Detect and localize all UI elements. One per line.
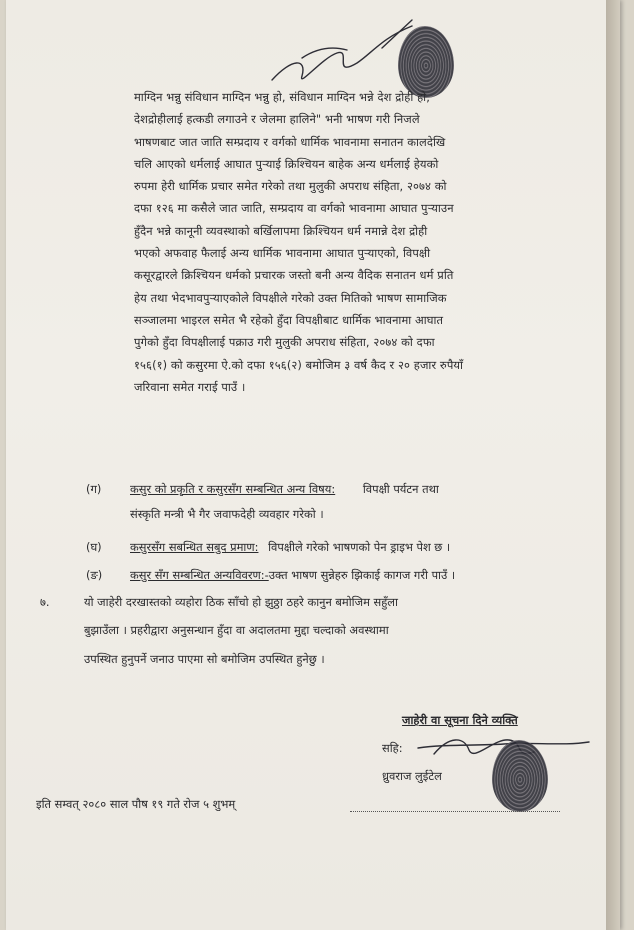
item-gha-line bbox=[130, 540, 450, 555]
paragraph-line: माग्दिन भन्नु संविधान माग्दिन भन्नु हो, संविधान माग्दिन भन्ने देश द्रोही हो, bbox=[134, 90, 430, 104]
item-nga-text: उक्त भाषण सुन्नेहरु झिकाई कागज गरी पाउँ । bbox=[268, 568, 456, 582]
item-nga-marker: (ङ) bbox=[86, 568, 103, 582]
item-ga-marker: (ग) bbox=[86, 482, 102, 496]
signature-label: सहि: bbox=[382, 741, 403, 755]
date-dotted-line bbox=[350, 811, 560, 812]
signature-heading: जाहेरी वा सूचना दिने व्यक्ति bbox=[402, 713, 518, 727]
paragraph-line: दफा १२६ मा कसैले जात जाति, सम्प्रदाय वा वर्गको भावनामा आघात पुऱ्याउन bbox=[134, 201, 454, 216]
paragraph-line: हेय तथा भेदभावपुऱ्याएकोले विपक्षीले गरेको उक्त मितिको भाषण सामाजिक bbox=[134, 290, 447, 305]
paragraph-line: देशद्रोहीलाई हत्कडी लगाउने र जेलमा हालिने" भनी भाषण गरी निजले bbox=[134, 112, 420, 127]
item-nga-heading: कसुर सँग सम्बन्धित अन्यविवरण:- bbox=[130, 568, 269, 582]
date-line: इति सम्वत् २०८० साल पौष १९ गते रोज ५ शुभम् bbox=[36, 797, 236, 811]
item-nga-line bbox=[130, 568, 455, 583]
clause-7-line-2: बुझाउँला । प्रहरीद्वारा अनुसन्धान हुँदा वा अदालतमा मुद्दा चल्दाको अवस्थामा bbox=[84, 623, 389, 637]
paragraph-line: १५६(१) को कसुरमा ऐ.को दफा १५६(२) बमोजिम ३ वर्ष कैद र २० हजार रुपैयाँ bbox=[134, 357, 464, 372]
item-ga-line-2: संस्कृति मन्त्री भै गैर जवाफदेही व्यवहार गरेको । bbox=[130, 507, 324, 521]
paragraph-line: जरिवाना समेत गराई पाउँ । bbox=[134, 379, 246, 394]
top-signature bbox=[262, 18, 422, 88]
paragraph-line: पुगेको हुँदा विपक्षीलाई पक्राउ गरी मुलुकी अपराध संहिता, २०७४ को दफा bbox=[134, 335, 435, 350]
clause-7-line-1: यो जाहेरी दरखास्तको व्यहोरा ठिक साँचो हो झुठ्ठा ठहरे कानुन बमोजिम सहुँला bbox=[84, 595, 398, 609]
paragraph-line: रुपमा हेरी धार्मिक प्रचार समेत गरेको तथा मुलुकी अपराध संहिता, २०७४ को bbox=[134, 179, 447, 194]
bottom-thumbprint bbox=[492, 740, 548, 812]
paragraph-line: भाषणबाट जात जाति सम्प्रदाय र वर्गको धार्मिक भावनामा सनातन कालदेखि bbox=[134, 134, 446, 149]
document-page bbox=[6, 0, 620, 930]
paragraph-line: हुँदैन भन्ने कानूनी व्यवस्थाको बर्खिलापमा क्रिश्चियन धर्म नमान्ने देश द्रोही bbox=[134, 223, 428, 238]
item-gha-marker: (घ) bbox=[86, 540, 102, 554]
main-paragraph bbox=[134, 86, 604, 398]
page-edge-shadow bbox=[606, 0, 620, 930]
paragraph-line: भएको अफवाह फैलाई अन्य धार्मिक भावनामा आघात पुऱ्याएको, विपक्षी bbox=[134, 246, 431, 261]
paragraph-line: सञ्जालमा भाइरल समेत भै रहेको हुँदा विपक्षीबाट धार्मिक भावनामा आघात bbox=[134, 312, 444, 327]
paragraph-line: चलि आएको धर्मलाई आघात पुऱ्याई क्रिश्चियन बाहेक अन्य धर्मलाई हेयको bbox=[134, 156, 439, 171]
clause-7-line-3: उपस्थित हुनुपर्ने जनाउ पाएमा सो बमोजिम उपस्थित हुनेछु । bbox=[84, 652, 325, 666]
item-ga-text: विपक्षी पर्यटन तथा bbox=[362, 482, 439, 496]
item-gha-text: विपक्षीले गरेको भाषणको पेन ड्राइभ पेश छ । bbox=[268, 540, 451, 554]
clause-7-number: ७. bbox=[40, 595, 50, 609]
item-ga-heading: कसुर को प्रकृति र कसुरसँग सम्बन्धित अन्य विषय: bbox=[130, 482, 336, 496]
paragraph-line: कसूरद्वारले क्रिश्चियन धर्मको प्रचारक जस्तो बनी अन्य वैदिक सनातन धर्म प्रति bbox=[134, 268, 454, 283]
item-ga-line-1 bbox=[130, 482, 439, 497]
item-gha-heading: कसुरसँग सबन्धित सबुद प्रमाण: bbox=[130, 540, 259, 554]
signatory-name: ध्रुवराज लुईटेल bbox=[382, 769, 442, 783]
